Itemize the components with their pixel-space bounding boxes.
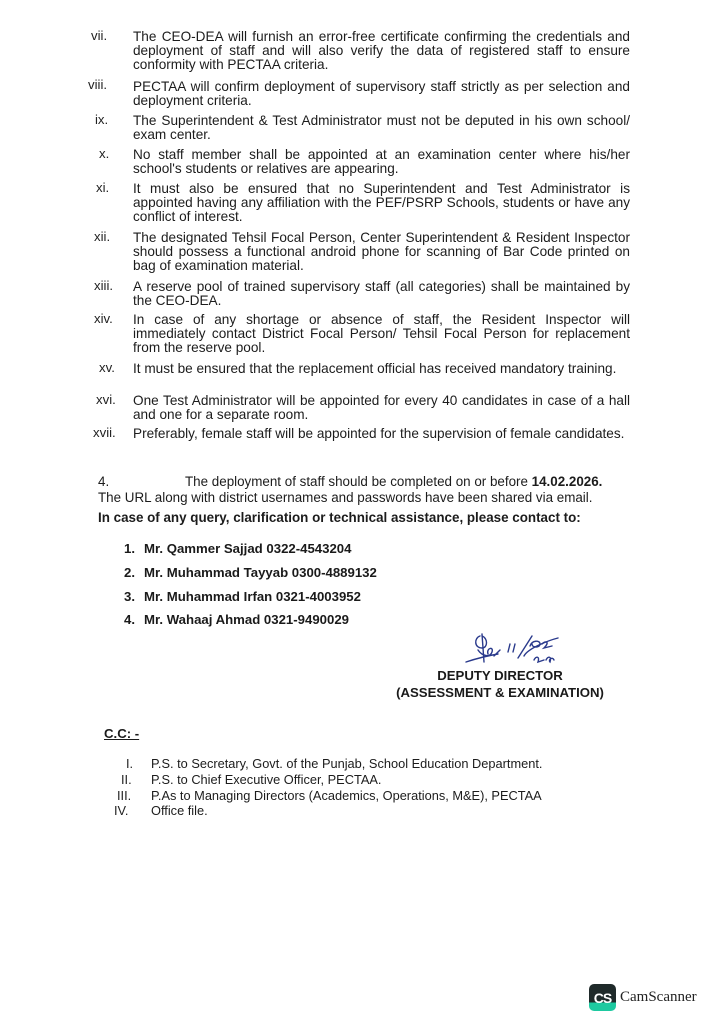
handwritten-signature-icon — [458, 632, 568, 668]
item-number: xiii. — [94, 278, 114, 293]
item-text: Preferably, female staff will be appointed for the supervision of female candidates. — [133, 426, 625, 441]
item-text: The Superintendent & Test Administrator must not be deputed in his own school/ exam center. — [133, 113, 630, 143]
contact-text: Mr. Muhammad Tayyab 0300-4889132 — [144, 565, 377, 580]
item-number: x. — [99, 146, 110, 161]
camscanner-logo-icon: CS — [589, 984, 616, 1011]
item-number: xvii. — [93, 425, 116, 440]
item-text: The CEO-DEA will furnish an error-free certificate confirming the credentials and deployment of staff and will also verify the data of registered staff to ensure conformity with PECTAA criteria. — [133, 29, 630, 73]
item-text: In case of any shortage or absence of staff, the Resident Inspector will immediately contact District Focal Person/ Tehsil Focal Person for replacement from the reserve pool. — [133, 312, 630, 356]
cc-label: C.C: - — [104, 726, 140, 741]
cc-number: IV. — [114, 803, 129, 818]
paragraph-number: 4. — [98, 474, 110, 489]
camscanner-watermark — [589, 984, 697, 1011]
camscanner-brand: CamScanner — [620, 989, 697, 1005]
item-text: No staff member shall be appointed at an examination center where his/her school's students or relatives are appearing. — [133, 147, 630, 177]
item-number: xiv. — [94, 311, 113, 326]
contact-item: 1. Mr. Qammer Sajjad 0322-4543204 — [124, 541, 352, 556]
cc-text: P.S. to Chief Executive Officer, PECTAA. — [151, 772, 382, 787]
cc-text: Office file. — [151, 803, 208, 818]
designation-department: (ASSESSMENT & EXAMINATION) — [396, 685, 604, 700]
item-number: xv. — [99, 360, 115, 375]
contact-item: 4. Mr. Wahaaj Ahmad 0321-9490029 — [124, 612, 349, 627]
deployment-deadline-paragraph — [98, 473, 638, 490]
signatory-designation — [380, 667, 620, 701]
cc-number: III. — [117, 788, 132, 803]
cc-number: II. — [121, 772, 132, 787]
item-number: vii. — [91, 28, 108, 43]
contact-item: 3. Mr. Muhammad Irfan 0321-4003952 — [124, 589, 361, 604]
item-number: ix. — [95, 112, 109, 127]
item-number: xii. — [94, 229, 111, 244]
contact-text: Mr. Muhammad Irfan 0321-4003952 — [144, 589, 361, 604]
query-heading: In case of any query, clarification or technical assistance, please contact to: — [98, 510, 581, 525]
item-number: viii. — [88, 77, 108, 92]
designation-title: DEPUTY DIRECTOR — [437, 668, 563, 683]
item-text: One Test Administrator will be appointed for every 40 candidates in case of a hall and one for a separate room. — [133, 393, 630, 423]
contact-item: 2. Mr. Muhammad Tayyab 0300-4889132 — [124, 565, 377, 580]
item-text: It must also be ensured that no Superintendent and Test Administrator is appointed having any affiliation with the PEF/PSRP Schools, students or have any conflict of interest. — [133, 181, 630, 225]
item-text: The designated Tehsil Focal Person, Center Superintendent & Resident Inspector should possess a functional android phone for scanning of Bar Code printed on bag of examination material. — [133, 230, 630, 274]
credentials-note: The URL along with district usernames and passwords have been shared via email. — [98, 490, 593, 505]
item-number: xvi. — [96, 392, 116, 407]
deadline-date: 14.02.2026. — [531, 474, 603, 489]
cc-text: P.As to Managing Directors (Academics, Operations, M&E), PECTAA — [151, 788, 542, 803]
contact-text: Mr. Qammer Sajjad 0322-4543204 — [144, 541, 352, 556]
paragraph-text: The deployment of staff should be completed on or before — [185, 474, 532, 489]
cc-number: I. — [126, 756, 134, 771]
item-text: PECTAA will confirm deployment of supervisory staff strictly as per selection and deployment criteria. — [133, 79, 630, 109]
item-text: A reserve pool of trained supervisory staff (all categories) shall be maintained by the CEO-DEA. — [133, 279, 630, 309]
item-number: xi. — [96, 180, 110, 195]
contact-text: Mr. Wahaaj Ahmad 0321-9490029 — [144, 612, 349, 627]
item-text: It must be ensured that the replacement official has received mandatory training. — [133, 361, 617, 376]
cc-text: P.S. to Secretary, Govt. of the Punjab, School Education Department. — [151, 756, 543, 771]
